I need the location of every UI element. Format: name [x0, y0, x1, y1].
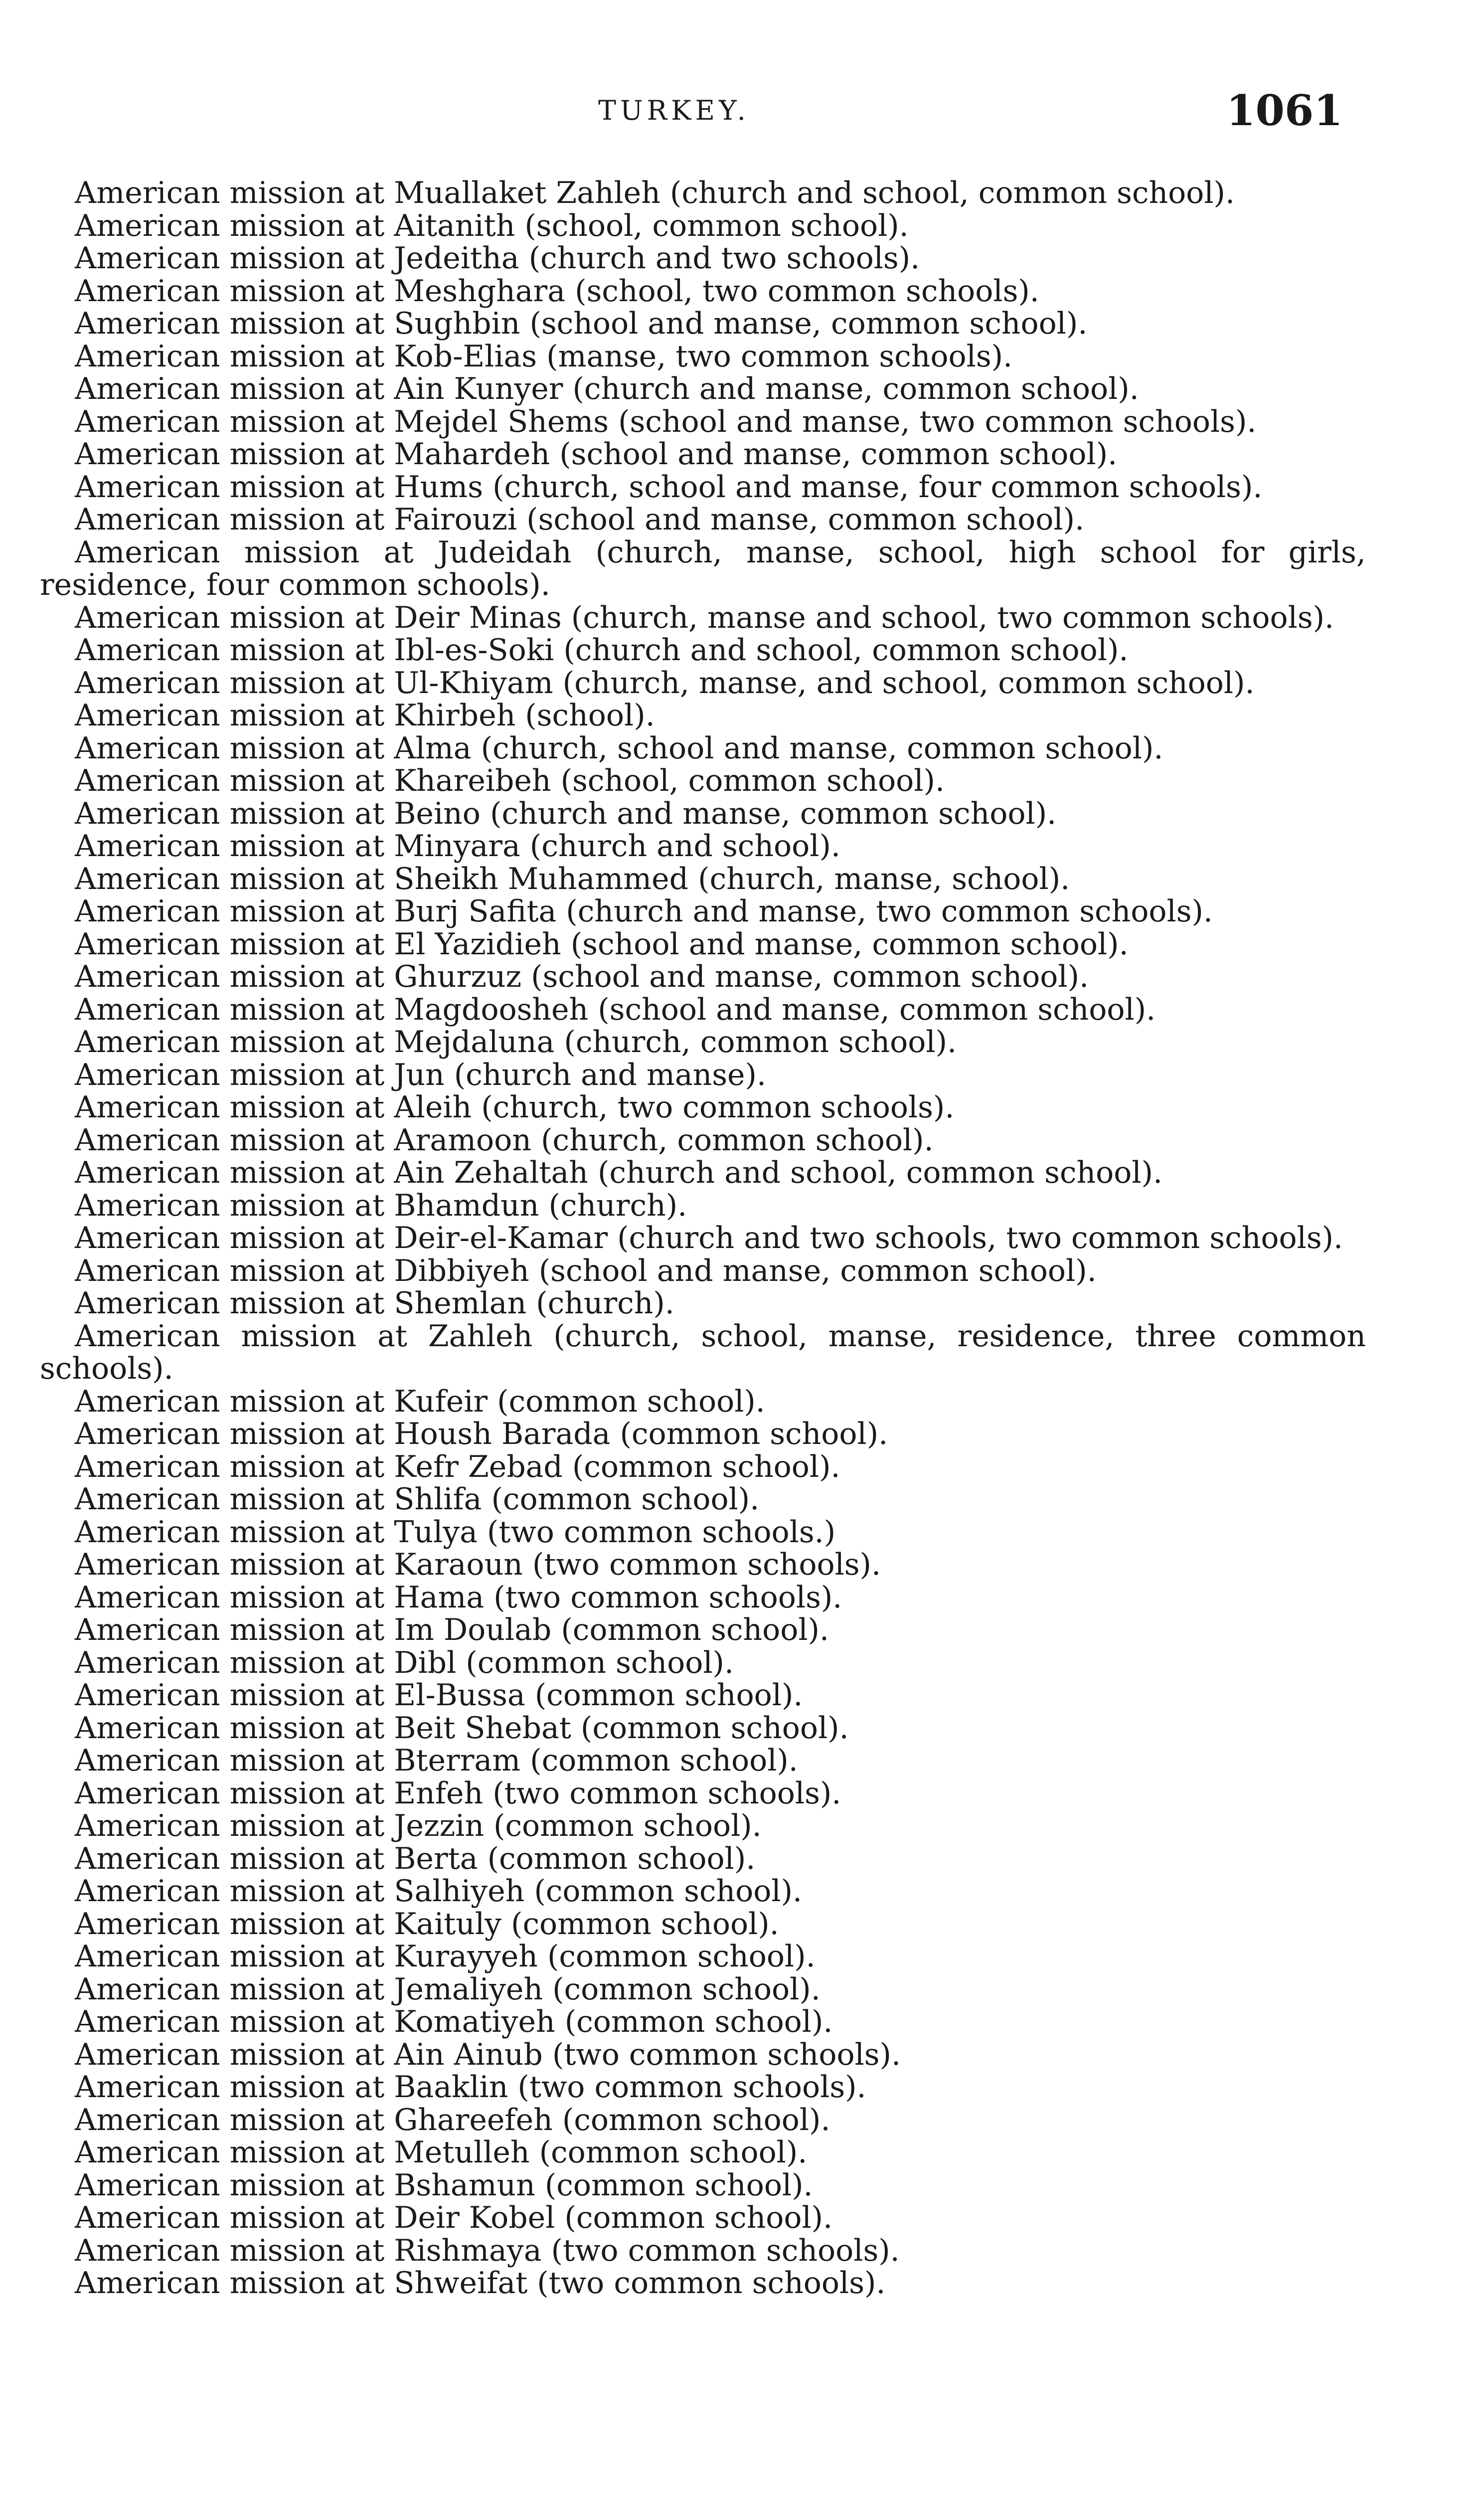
list-item: American mission at Berta (common school). — [75, 1841, 756, 1876]
list-item: American mission at Sughbin (school and manse, common school). — [75, 306, 1088, 341]
list-item: American mission at Beino (church and manse, common school). — [75, 796, 1057, 831]
list-item: American mission at Shweifat (two common schools). — [75, 2266, 886, 2301]
list-item: American mission at Beit Shebat (common school). — [75, 1710, 849, 1746]
list-item: American mission at Kaituly (common school). — [75, 1906, 779, 1942]
list-item: American mission at Deir Kobel (common school). — [75, 2200, 833, 2235]
list-item: American mission at Minyara (church and school). — [75, 829, 840, 864]
list-item: American mission at Hama (two common schools). — [75, 1580, 842, 1615]
list-item: American mission at Burj Safita (church and manse, two common schools). — [75, 894, 1213, 929]
list-item: American mission at Karaoun (two common schools). — [75, 1547, 881, 1582]
list-item: American mission at Kufeir (common school). — [75, 1384, 765, 1419]
list-item: American mission at Shlifa (common school). — [75, 1482, 760, 1517]
list-item: American mission at Komatiyeh (common school). — [75, 2004, 833, 2039]
list-item: American mission at Kurayyeh (common school). — [75, 1939, 816, 1974]
list-item: American mission at Ghurzuz (school and manse, common school). — [75, 959, 1089, 994]
list-item: American mission at Judeidah (church, manse, school, high school for girls, residence, four common schools). — [40, 534, 1366, 602]
list-item: American mission at Mejdaluna (church, common school). — [75, 1025, 957, 1060]
list-item: American mission at Dibbiyeh (school and manse, common school). — [75, 1253, 1097, 1288]
list-item: American mission at Hums (church, school and manse, four common schools). — [75, 469, 1263, 505]
running-title: TURKEY. — [598, 95, 750, 126]
list-item: American mission at Aramoon (church, common school). — [75, 1122, 934, 1158]
list-item: American mission at Jun (church and manse). — [75, 1057, 767, 1092]
list-item: American mission at Aitanith (school, common school). — [75, 208, 909, 243]
list-item: American mission at Mahardeh (school and manse, common school). — [75, 437, 1118, 472]
list-item: American mission at Alma (church, school and manse, common school). — [75, 730, 1163, 766]
list-item: American mission at Rishmaya (two common schools). — [75, 2233, 900, 2268]
mission-list — [40, 177, 1366, 2300]
list-item: American mission at Ul-Khiyam (church, manse, and school, common school). — [75, 665, 1255, 701]
list-item: American mission at Dibl (common school). — [75, 1645, 734, 1680]
list-item: American mission at Shemlan (church). — [75, 1286, 674, 1321]
list-item: American mission at Muallaket Zahleh (church and school, common school). — [75, 176, 1235, 210]
list-item: American mission at Ibl-es-Soki (church and school, common school). — [75, 633, 1129, 668]
list-item: American mission at Bshamun (common school). — [75, 2167, 813, 2203]
list-item: American mission at Bterram (common school). — [75, 1743, 798, 1778]
list-item: American mission at Meshghara (school, two common schools). — [75, 273, 1039, 309]
list-item: American mission at Kob-Elias (manse, two common schools). — [75, 339, 1013, 374]
list-item: American mission at Deir-el-Kamar (church and two schools, two common schools). — [75, 1221, 1343, 1255]
list-item: American mission at Bhamdun (church). — [75, 1188, 687, 1223]
list-item: American mission at Salhiyeh (common school). — [75, 1874, 803, 1909]
list-item: American mission at Ghareefeh (common school). — [75, 2102, 830, 2137]
list-item: American mission at Magdoosheh (school and manse, common school). — [75, 992, 1156, 1027]
list-item: American mission at Housh Barada (common school). — [75, 1417, 888, 1451]
list-item: American mission at Aleih (church, two common schools). — [75, 1090, 955, 1125]
list-item: American mission at Jemaliyeh (common school). — [75, 1971, 821, 2007]
list-item: American mission at Ain Ainub (two common schools). — [75, 2037, 901, 2072]
list-item: American mission at Khareibeh (school, common school). — [75, 763, 945, 798]
list-item: American mission at Enfeh (two common schools). — [75, 1776, 841, 1811]
list-item: American mission at Fairouzi (school and manse, common school). — [75, 502, 1085, 537]
list-item: American mission at El Yazidieh (school and manse, common school). — [75, 926, 1129, 962]
list-item: American mission at Jezzin (common school). — [75, 1808, 762, 1843]
list-item: American mission at Sheikh Muhammed (church, manse, school). — [75, 861, 1070, 896]
list-item: American mission at Zahleh (church, school, manse, residence, three common schools). — [40, 1318, 1366, 1386]
list-item: American mission at Khirbeh (school). — [75, 698, 655, 733]
list-item: American mission at Metulleh (common school). — [75, 2135, 808, 2170]
list-item: American mission at Tulya (two common schools.) — [75, 1514, 836, 1550]
list-item: American mission at Kefr Zebad (common school). — [75, 1449, 840, 1484]
list-item: American mission at Jedeitha (church and two schools). — [75, 241, 920, 276]
list-item: American mission at Baaklin (two common schools). — [75, 2070, 866, 2105]
list-item: American mission at Ain Kunyer (church and manse, common school). — [75, 371, 1139, 406]
list-item: American mission at Mejdel Shems (school and manse, two common schools). — [75, 404, 1257, 439]
list-item: American mission at Im Doulab (common school). — [75, 1612, 829, 1647]
list-item: American mission at Deir Minas (church, manse and school, two common schools). — [75, 600, 1334, 635]
page-number: 1061 — [1226, 86, 1343, 135]
list-item: American mission at El-Bussa (common school). — [75, 1678, 803, 1713]
list-item: American mission at Ain Zehaltah (church and school, common school). — [75, 1155, 1163, 1190]
